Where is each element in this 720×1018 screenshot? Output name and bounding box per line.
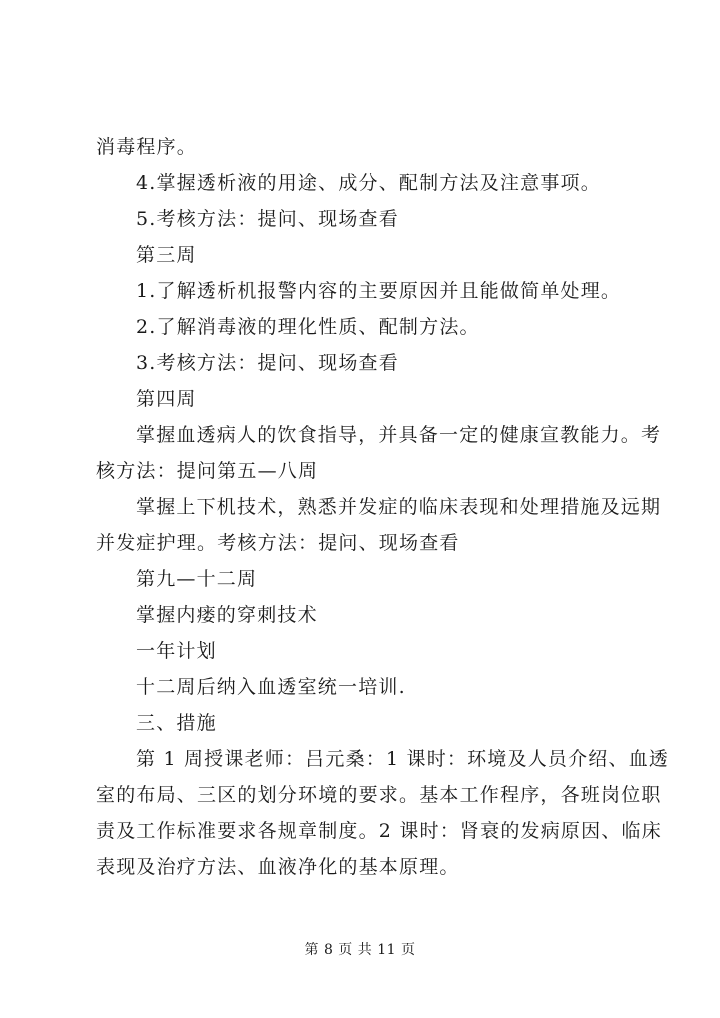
section-heading: 三、措施 bbox=[136, 712, 217, 734]
text-line: 表现及治疗方法、血液净化的基本原理。 bbox=[96, 856, 460, 878]
text-line: 1.了解透析机报警内容的主要原因并且能做简单处理。 bbox=[136, 280, 622, 302]
text-line: 责及工作标准要求各规章制度。2 课时：肾衰的发病原因、临床 bbox=[96, 820, 662, 842]
section-heading: 第三周 bbox=[136, 244, 197, 266]
text-line: 消毒程序。 bbox=[96, 136, 198, 158]
section-heading: 第四周 bbox=[136, 388, 197, 410]
text-line: 核方法：提问第五—八周 bbox=[96, 460, 319, 482]
document-body bbox=[0, 129, 720, 885]
text-line: 室的布局、三区的划分环境的要求。基本工作程序，各班岗位职 bbox=[96, 784, 662, 806]
text-line: 并发症护理。考核方法：提问、现场查看 bbox=[96, 532, 460, 554]
text-line: 第 1 周授课老师：吕元桑：1 课时：环境及人员介绍、血透 bbox=[136, 748, 670, 770]
text-line: 4.掌握透析液的用途、成分、配制方法及注意事项。 bbox=[136, 172, 601, 194]
text-line: 十二周后纳入血透室统一培训. bbox=[136, 676, 406, 698]
section-heading: 一年计划 bbox=[136, 640, 217, 662]
page-number-footer: 第 8 页 共 11 页 bbox=[304, 942, 416, 958]
text-line: 3.考核方法：提问、现场查看 bbox=[136, 352, 399, 374]
text-line: 2.了解消毒液的理化性质、配制方法。 bbox=[136, 316, 480, 338]
text-line: 掌握内瘘的穿刺技术 bbox=[136, 604, 318, 626]
text-line: 5.考核方法：提问、现场查看 bbox=[136, 208, 399, 230]
text-line: 掌握血透病人的饮食指导，并具备一定的健康宣教能力。考 bbox=[136, 424, 662, 446]
text-line: 掌握上下机技术，熟悉并发症的临床表现和处理措施及远期 bbox=[136, 496, 662, 518]
section-heading: 第九—十二周 bbox=[136, 568, 258, 590]
